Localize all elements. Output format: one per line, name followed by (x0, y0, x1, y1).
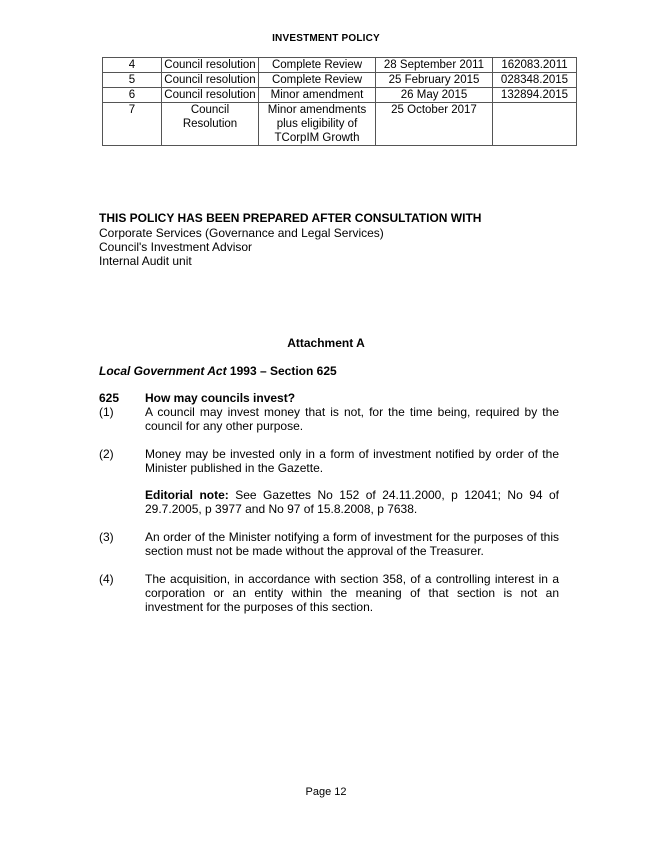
table-row (103, 73, 577, 88)
date: 25 October 2017 (376, 103, 493, 146)
row-number: 5 (103, 73, 162, 88)
paragraph-number: (3) (99, 530, 114, 544)
editorial-note (145, 488, 559, 516)
row-number: 4 (103, 58, 162, 73)
revision-history-table (102, 57, 577, 146)
row-number: 7 (103, 103, 162, 146)
paragraph-number: (4) (99, 572, 114, 586)
paragraph-number: (1) (99, 405, 114, 419)
table-row (103, 88, 577, 103)
reference: 132894.2015 (493, 88, 577, 103)
consultation-line: Council's Investment Advisor (99, 240, 253, 254)
paragraph-text: The acquisition, in accordance with section 358, of a controlling interest in a corporation or an entity within the meaning of that section is not an investment for the purposes of this section. (145, 572, 559, 614)
description: Complete Review (259, 58, 376, 73)
date: 26 May 2015 (376, 88, 493, 103)
paragraph-text: An order of the Minister notifying a form of investment for the purposes of this section must not be made without the approval of the Treasurer. (145, 530, 559, 558)
description: Minor amendment (259, 88, 376, 103)
reference: 028348.2015 (493, 73, 577, 88)
reference: 162083.2011 (493, 58, 577, 73)
section-title: How may councils invest? (145, 391, 296, 405)
table-row (103, 103, 577, 146)
page-number: Page 12 (305, 786, 347, 798)
editorial-note-text: See Gazettes No 152 of 24.11.2000, p 12041; No 94 of 29.7.2005, p 3977 and No 97 of 15.8.2008, p 7638. (145, 488, 559, 516)
act-section: 1993 – Section 625 (226, 364, 337, 378)
paragraph-number: (2) (99, 447, 114, 461)
approved-by: Council resolution (162, 58, 259, 73)
section-number: 625 (99, 391, 120, 405)
attachment-title: Attachment A (287, 336, 365, 350)
paragraph-text: Money may be invested only in a form of investment notified by order of the Minister published in the Gazette. (145, 447, 559, 475)
date: 25 February 2015 (376, 73, 493, 88)
approved-by: Council Resolution (162, 103, 259, 146)
editorial-note-label: Editorial note: (145, 488, 229, 502)
table-row (103, 58, 577, 73)
consultation-line: Corporate Services (Governance and Legal Services) (99, 226, 384, 240)
approved-by: Council resolution (162, 88, 259, 103)
page-header: INVESTMENT POLICY (272, 33, 380, 44)
reference (493, 103, 577, 146)
consultation-heading: THIS POLICY HAS BEEN PREPARED AFTER CONSULTATION WITH (99, 211, 482, 225)
approved-by: Council resolution (162, 73, 259, 88)
act-heading (99, 364, 337, 378)
description: Complete Review (259, 73, 376, 88)
description: Minor amendments plus eligibility of TCorpIM Growth (259, 103, 376, 146)
row-number: 6 (103, 88, 162, 103)
consultation-line: Internal Audit unit (99, 254, 192, 268)
paragraph-text: A council may invest money that is not, for the time being, required by the council for any other purpose. (145, 405, 559, 433)
act-name: Local Government Act (99, 364, 227, 378)
date: 28 September 2011 (376, 58, 493, 73)
